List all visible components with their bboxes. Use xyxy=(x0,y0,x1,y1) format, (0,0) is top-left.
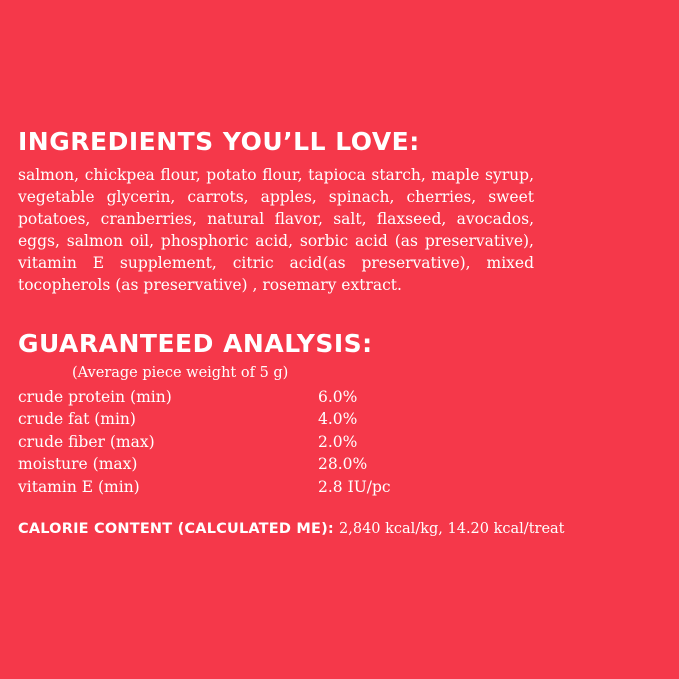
table-row xyxy=(18,409,458,431)
nutrient-value: 6.0% xyxy=(318,388,358,406)
table-row xyxy=(18,454,458,476)
ingredients-list-text: salmon, chickpea flour, potato flour, tapioca starch, maple syrup, vegetable glycerin, carrots, apples, spinach, cherries, sweet potatoes, cranberries, natural flavor, salt, flaxseed, avocados, eggs, salmon oil, phosphoric acid, sorbic acid (as preservative), vitamin E supplement, citric acid(as preservative), mixed tocopherols (as preservative) , rosemary extract. xyxy=(18,165,534,294)
nutrient-label: crude fat (min) xyxy=(18,410,136,429)
nutrient-label: crude protein (min) xyxy=(18,388,172,406)
nutrient-label: vitamin E (min) xyxy=(18,477,140,496)
table-row xyxy=(18,477,458,499)
guaranteed-analysis-section xyxy=(18,330,655,500)
table-row xyxy=(18,432,458,454)
calorie-content-value: 2,840 kcal/kg, 14.20 kcal/treat xyxy=(339,521,565,537)
nutrient-value: 2.0% xyxy=(318,432,358,451)
nutrient-value: 2.8 IU/pc xyxy=(318,477,391,496)
nutrient-value: 4.0% xyxy=(318,410,358,429)
guaranteed-analysis-heading: GUARANTEED ANALYSIS: xyxy=(18,328,373,358)
nutrient-label: crude fiber (max) xyxy=(18,432,155,451)
guaranteed-analysis-table xyxy=(18,387,458,499)
calorie-content-row xyxy=(18,518,565,537)
ingredients-heading: INGREDIENTS YOU’LL LOVE: xyxy=(18,127,420,156)
nutrient-value: 28.0% xyxy=(318,455,368,474)
average-piece-weight-note: (Average piece weight of 5 g) xyxy=(72,365,289,381)
calorie-content-label: CALORIE CONTENT (CALCULATED ME): xyxy=(18,521,334,537)
table-row xyxy=(18,387,458,409)
nutrient-label: moisture (max) xyxy=(18,455,138,474)
